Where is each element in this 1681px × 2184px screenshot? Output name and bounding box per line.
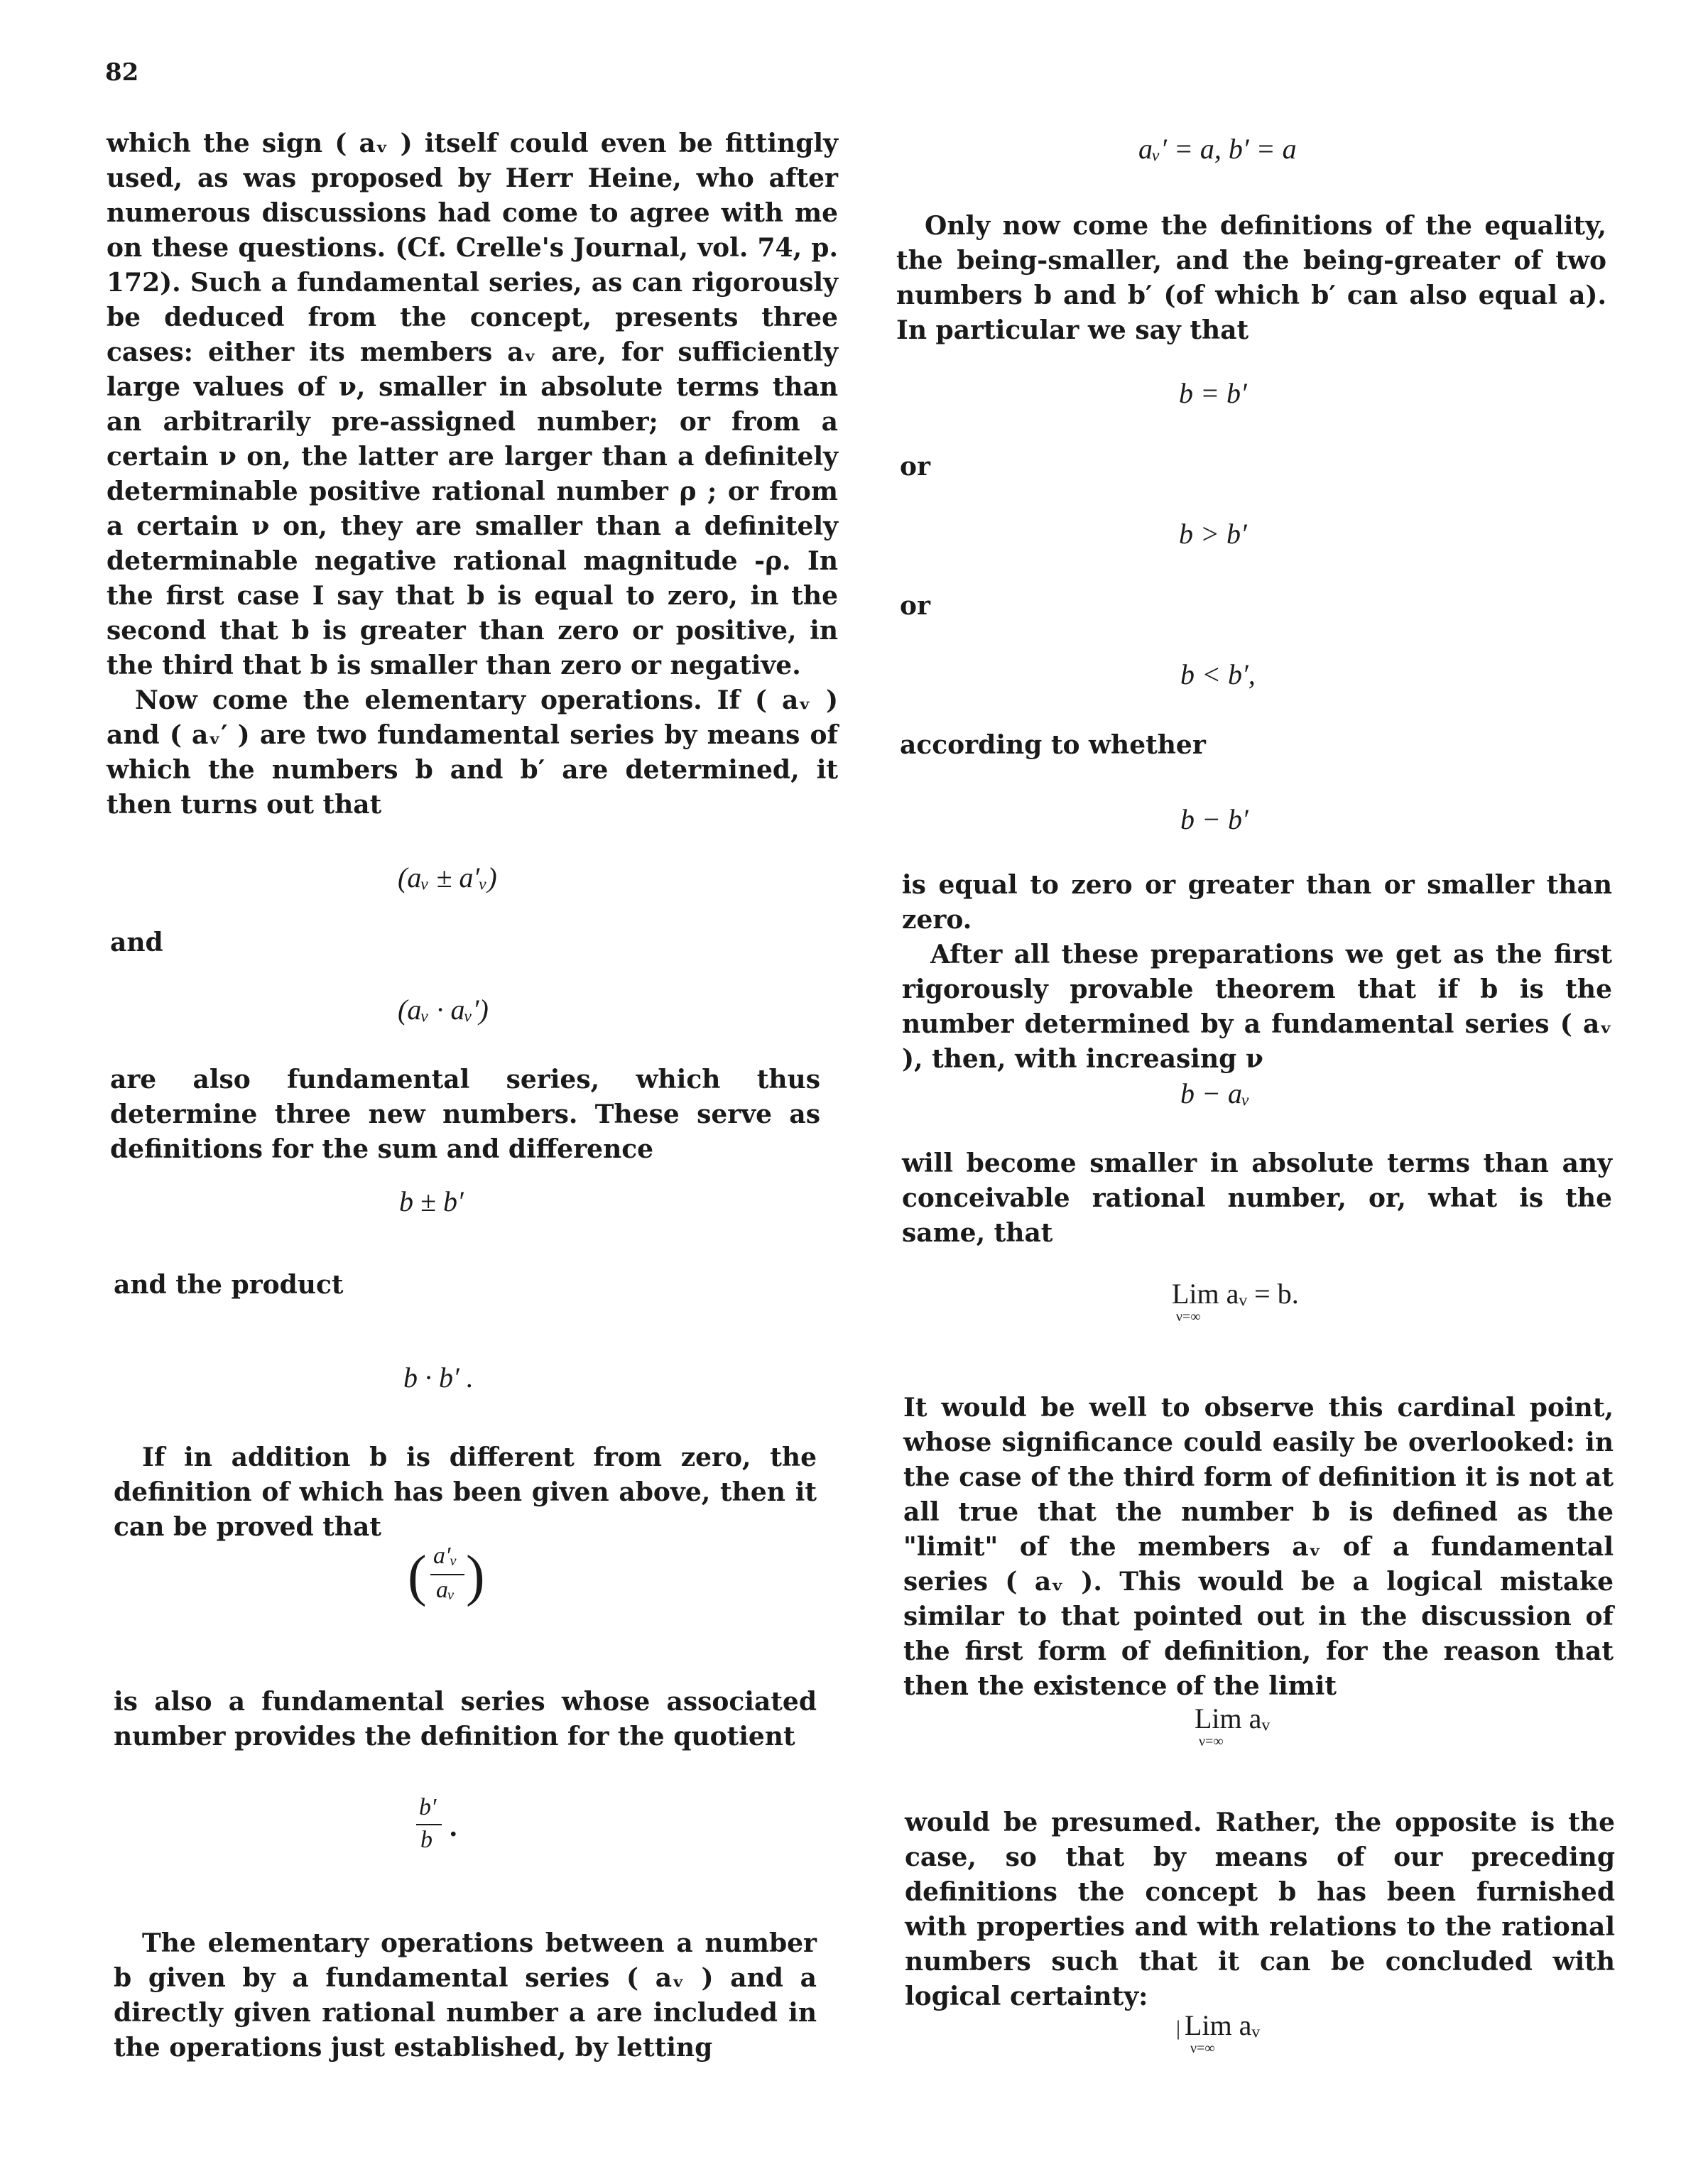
right-paragraph-2: according to whether: [900, 730, 1206, 760]
left-paragraph-7: The elementary operations between a number b given by a fundamental series ( aᵥ ) and a directly given rational number a are included in the operations just established, by letting: [114, 1928, 817, 2063]
fraction-quotient-series: [408, 1537, 486, 1615]
equation-b-less: b < b′,: [1180, 658, 1256, 690]
left-paragraph-6: is also a fundamental series whose associated number provides the definition for the quotient: [114, 1687, 817, 1751]
limit-expression: Lim aᵥ = b.: [1172, 1278, 1299, 1310]
left-block-6: [114, 1685, 817, 1754]
equation-product: b · b′ .: [403, 1362, 474, 1393]
limit-equation-1: [1172, 1277, 1299, 1323]
equation-b-minus-a: b − aᵥ: [1180, 1077, 1251, 1109]
right-paragraph-6: It would be well to observe this cardinal point, whose significance could easily be overlooked: in the case of the third form of definition it is not at all true that the number b is defined as the "limit" of the members aᵥ of a fundamental series ( aᵥ ). This would be a logical mistake similar to that pointed out in the discussion of the first form of definition, for the reason that then the existence of the limit: [903, 1393, 1614, 1701]
label-or-1: or: [900, 452, 930, 482]
right-paragraph-3: is equal to zero or greater than or smaller than zero.: [902, 870, 1612, 935]
left-column: [107, 126, 838, 822]
fraction-bar: [430, 1574, 464, 1575]
right-block-3: [902, 868, 1612, 1077]
right-block-6: [903, 1391, 1614, 1704]
label-and: and: [110, 928, 163, 957]
equation-a-equals-b: aᵥ′ = a, b′ = a: [1138, 133, 1297, 165]
limit-expression-3: [1176, 2009, 1260, 2055]
equation-b-equal: b = b′: [1179, 377, 1247, 409]
limit-expression: Lim aᵥ: [1185, 2009, 1261, 2041]
limit-subscript: ν=∞: [1199, 1734, 1224, 1749]
label-or-2: or: [900, 591, 930, 621]
left-paragraph-5: If in addition b is different from zero, the definition of which has been given above, then it can be proved that: [114, 1443, 817, 1542]
fraction-denominator: aᵥ: [436, 1577, 455, 1603]
right-paragraph-1: Only now come the definitions of the equality, the being-smaller, and the being-greater of two numbers b and b′ (of which b′ can also equal a). In particular we say that: [896, 211, 1606, 345]
fraction-bar: [416, 1824, 442, 1825]
limit-subscript: ν=∞: [1176, 1309, 1201, 1325]
right-paragraph-4: After all these preparations we get as the first rigorously provable theorem that if b is the number determined by a fundamental series ( aᵥ ), then, with increasing ν: [902, 940, 1612, 1074]
fraction-numerator: a′ᵥ: [433, 1543, 457, 1569]
equation-sum-series: (aᵥ ± a′ᵥ): [398, 862, 497, 893]
limit-expression-2: [1195, 1702, 1270, 1748]
equation-sum-difference: b ± b′: [399, 1185, 464, 1217]
right-block-1: [896, 209, 1606, 348]
equation-product-series: (aᵥ · aᵥ′): [398, 994, 489, 1026]
fraction-quotient: [415, 1794, 472, 1858]
vertical-bar: |: [1176, 2016, 1181, 2040]
fraction-numerator: b′: [419, 1794, 437, 1820]
right-block-7: [905, 1805, 1615, 2014]
limit-expression: Lim aᵥ: [1195, 1702, 1271, 1734]
left-paragraph-3: are also fundamental series, which thus determine three new numbers. These serve as definitions for the sum and difference: [110, 1065, 820, 1164]
left-paren: (: [408, 1545, 427, 1607]
period: .: [449, 1813, 458, 1842]
right-paragraph-5: will become smaller in absolute terms than any conceivable rational number, or, what is the same, that: [902, 1148, 1612, 1248]
limit-subscript: ν=∞: [1190, 2041, 1215, 2056]
equation-b-minus-b-prime: b − b′: [1180, 803, 1248, 835]
left-paragraph-4: and the product: [114, 1270, 344, 1300]
left-block-5: [114, 1440, 817, 1545]
left-paragraph-1: which the sign ( aᵥ ) itself could even be fittingly used, as was proposed by Herr Heine, who after numerous discussions had come to agree with me on these questions. (Cf. Crelle's Journal, vol. 74, p. 172). Such a fundamental series, as can rigorously be deduced from the concept, presents three cases: either its members aᵥ are, for sufficiently large values of ν, smaller in absolute terms than an arbitrarily pre-assigned number; or from a certain ν on, the latter are larger than a definitely determinable positive rational number ρ ; or from a certain ν on, they are smaller than a definitely determinable negative rational magnitude -ρ. In the first case I say that b is equal to zero, in the second that b is greater than zero or positive, in the third that b is smaller than zero or negative.: [107, 129, 838, 680]
equation-b-greater: b > b′: [1179, 518, 1247, 550]
page-number: 82: [105, 58, 139, 87]
left-block-3: [110, 1063, 820, 1167]
left-block-7: [114, 1926, 817, 2065]
right-paragraph-7: would be presumed. Rather, the opposite is the case, so that by means of our preceding definitions the concept b has been furnished with properties and with relations to the rational numbers such that it can be concluded with logical certainty:: [905, 1808, 1615, 2011]
right-paren: ): [466, 1545, 485, 1607]
left-paragraph-2: Now come the elementary operations. If ( aᵥ ) and ( aᵥ′ ) are two fundamental series by means of which the numbers b and b′ are determined, it then turns out that: [107, 685, 838, 820]
right-block-5: [902, 1146, 1612, 1251]
fraction-denominator: b: [420, 1827, 433, 1853]
